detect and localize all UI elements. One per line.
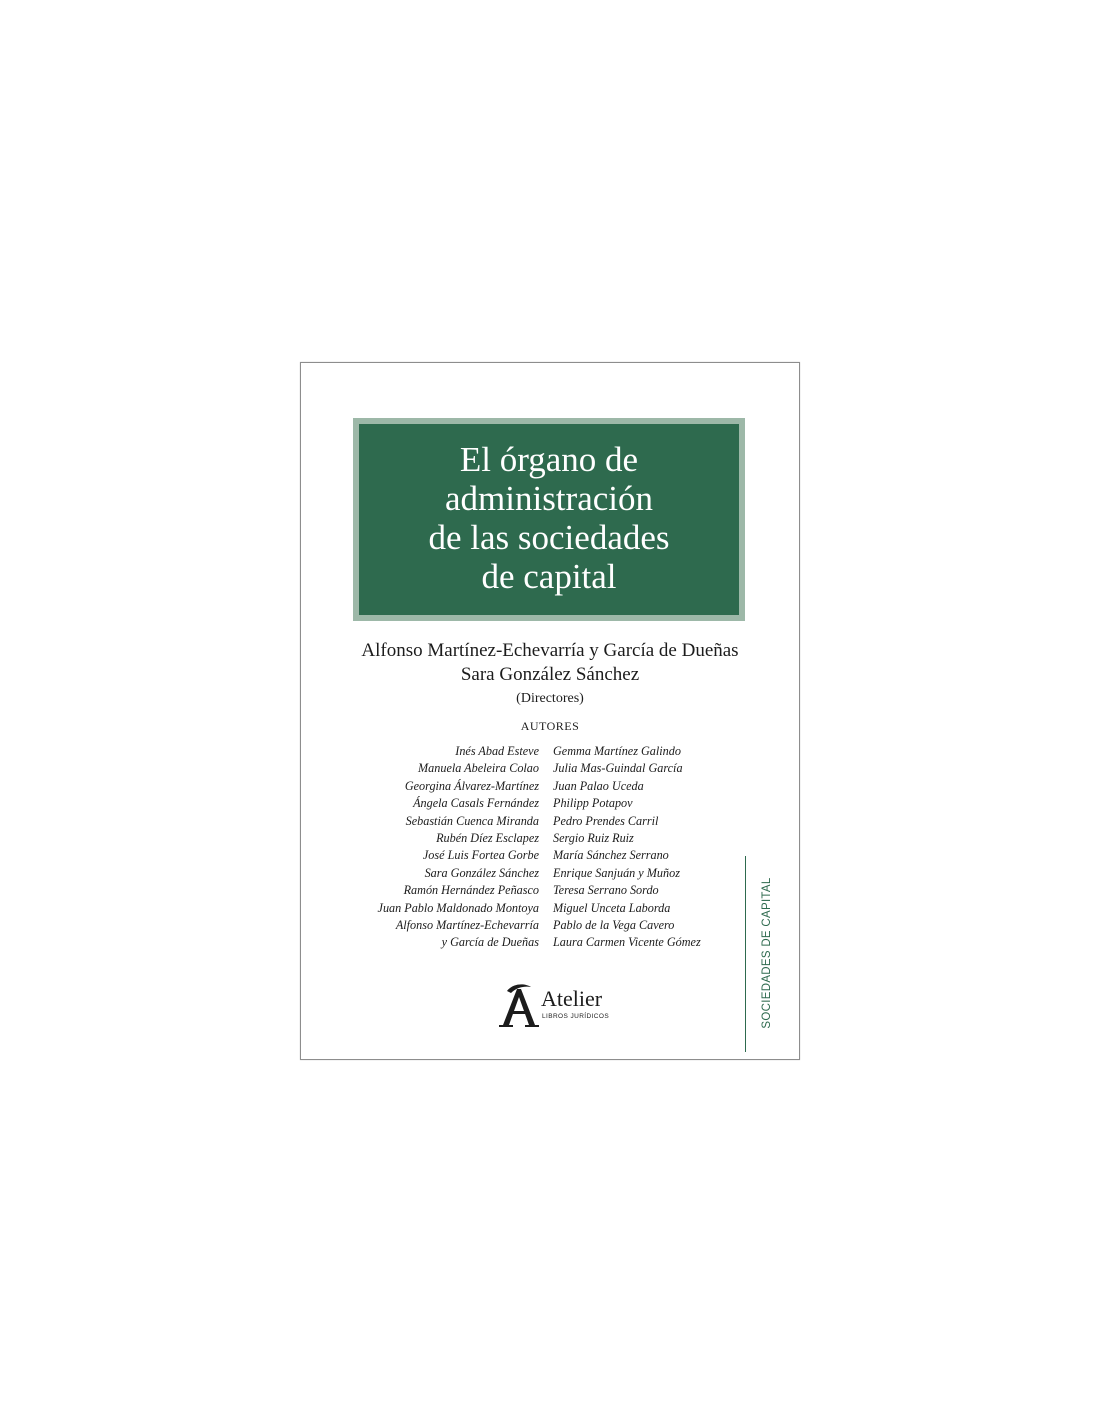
author-name: Pablo de la Vega Cavero bbox=[553, 917, 675, 932]
authors-label: AUTORES bbox=[520, 719, 580, 733]
directors-block bbox=[301, 639, 799, 709]
author-name: Sara González Sánchez bbox=[424, 865, 539, 880]
atelier-logo-icon bbox=[497, 981, 539, 1027]
title-frame bbox=[353, 418, 745, 621]
collection-label: SOCIEDADES DE CAPITAL bbox=[761, 877, 773, 1029]
publisher-subtitle: LIBROS JURÍDICOS bbox=[542, 1013, 610, 1020]
book-title bbox=[428, 440, 669, 596]
authors-column-left bbox=[378, 743, 539, 952]
author-name: Inés Abad Esteve bbox=[455, 744, 539, 758]
author-name: Julia Mas-Guindal García bbox=[553, 761, 683, 776]
author-name: Manuela Abeleira Colao bbox=[418, 761, 539, 776]
title-box bbox=[359, 424, 739, 615]
authors-column-right bbox=[553, 743, 701, 952]
publisher-name: Atelier bbox=[541, 986, 603, 1011]
author-name: Sergio Ruiz Ruiz bbox=[553, 830, 634, 845]
author-name: Enrique Sanjuán y Muñoz bbox=[553, 865, 680, 880]
author-name: y García de Dueñas bbox=[441, 935, 539, 950]
director-name: Alfonso Martínez-Echevarría y García de Dueñas bbox=[361, 640, 739, 661]
author-name: José Luis Fortea Gorbe bbox=[422, 848, 539, 863]
author-name: Juan Palao Uceda bbox=[553, 778, 644, 793]
title-line: administración bbox=[444, 478, 653, 518]
author-name: María Sánchez Serrano bbox=[553, 848, 669, 863]
author-name: Georgina Álvarez-Martínez bbox=[404, 778, 539, 793]
book-cover bbox=[300, 362, 800, 1060]
author-name: Ángela Casals Fernández bbox=[413, 796, 539, 811]
author-name: Ramón Hernández Peñasco bbox=[403, 883, 539, 898]
publisher-logo bbox=[497, 981, 627, 1031]
title-line: de las sociedades bbox=[428, 517, 670, 557]
author-name: Sebastián Cuenca Miranda bbox=[405, 813, 539, 828]
title-line: El órgano de bbox=[459, 439, 639, 479]
collection-divider bbox=[745, 856, 746, 1052]
director-name: Sara González Sánchez bbox=[460, 664, 640, 685]
author-name: Pedro Prendes Carril bbox=[553, 813, 659, 828]
title-line: de capital bbox=[481, 556, 617, 596]
author-name: Miguel Unceta Laborda bbox=[553, 900, 671, 915]
author-name: Alfonso Martínez-Echevarría bbox=[395, 917, 539, 932]
author-name: Rubén Díez Esclapez bbox=[436, 830, 539, 845]
author-name: Laura Carmen Vicente Gómez bbox=[553, 935, 701, 950]
author-name: Philipp Potapov bbox=[553, 796, 633, 811]
author-name: Teresa Serrano Sordo bbox=[553, 883, 659, 898]
author-name: Gemma Martínez Galindo bbox=[553, 744, 681, 758]
author-name: Juan Pablo Maldonado Montoya bbox=[377, 900, 539, 915]
directors-role: (Directores) bbox=[516, 691, 584, 706]
